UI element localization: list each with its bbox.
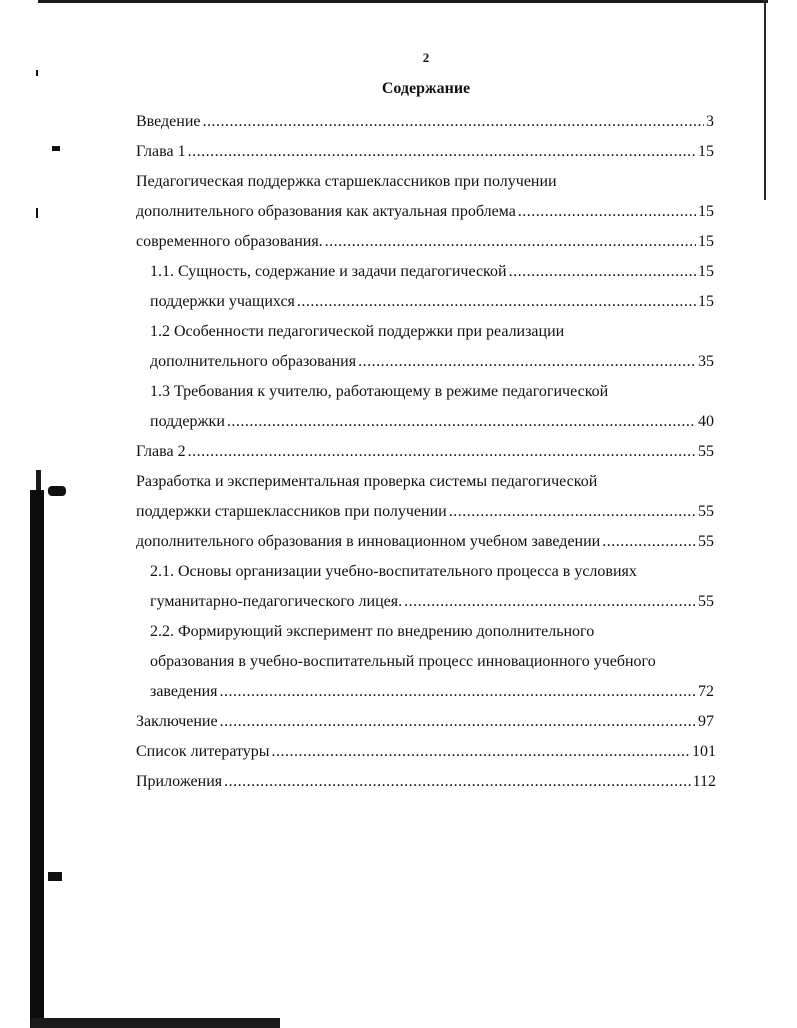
toc-entry[interactable] — [136, 770, 716, 794]
toc-entry-text: гуманитарно-педагогического лицея. — [150, 593, 403, 610]
toc-entry[interactable] — [150, 680, 714, 704]
toc-entry-page: 55 — [698, 503, 714, 520]
toc-entry[interactable] — [136, 500, 714, 524]
toc-entry-text: современного образования. — [136, 233, 323, 250]
toc-entry[interactable] — [136, 710, 714, 734]
toc-entry-text: поддержки старшеклассников при получении — [136, 503, 447, 520]
toc-entry[interactable] — [136, 440, 714, 464]
toc-entry-text: Приложения — [136, 773, 223, 790]
toc-leader — [203, 110, 705, 134]
toc-entry-text: Педагогическая поддержка старшеклассников при получении — [136, 173, 557, 190]
toc-entry-page: 40 — [698, 413, 714, 430]
toc-entry[interactable] — [136, 740, 716, 764]
scan-edge-top — [38, 0, 768, 3]
toc-entry-text: поддержки учащихся — [150, 293, 295, 310]
toc-leader — [227, 410, 696, 434]
toc-entry[interactable] — [150, 410, 714, 434]
toc-entry-page: 112 — [692, 773, 716, 790]
toc-entry-text: дополнительного образования как актуальная проблема — [136, 203, 516, 220]
scan-speck — [36, 208, 38, 218]
toc-entry-page: 55 — [698, 533, 714, 550]
toc-entry-page: 55 — [698, 443, 714, 460]
toc-entry-text: 1.2 Особенности педагогической поддержки при реализации — [150, 323, 565, 340]
toc-entry-text: Глава 2 — [136, 443, 186, 460]
toc-entry-page: 101 — [692, 743, 716, 760]
scan-edge-right — [764, 0, 766, 200]
toc-entry-page: 55 — [698, 593, 714, 610]
toc-entry[interactable] — [136, 110, 714, 134]
toc-entry-page: 15 — [698, 263, 714, 280]
toc-leader — [220, 710, 696, 734]
scan-speck — [48, 872, 62, 881]
toc-entry-text: поддержки — [150, 413, 225, 430]
toc-entry-text: дополнительного образования — [150, 353, 357, 370]
scan-speck — [48, 486, 66, 496]
toc-entry-text: Разработка и экспериментальная проверка системы педагогической — [136, 473, 598, 490]
toc-entry-page: 97 — [698, 713, 714, 730]
toc-entry-page: 15 — [698, 203, 714, 220]
toc-entry-text: Глава 1 — [136, 143, 186, 160]
toc-entry-text: образования в учебно-воспитательный процесс инновационного учебного — [150, 653, 656, 670]
scan-speck — [52, 146, 60, 151]
toc-title: Содержание — [381, 80, 471, 97]
toc-entry-page: 15 — [698, 143, 714, 160]
toc-entry-page: 35 — [698, 353, 714, 370]
toc-leader — [220, 680, 697, 704]
toc-entry-text: Список литературы — [136, 743, 270, 760]
toc-entry[interactable] — [136, 200, 714, 224]
toc-entry[interactable] — [136, 530, 714, 554]
toc-leader — [404, 590, 696, 614]
toc-entry-text: 1.3 Требования к учителю, работающему в режиме педагогической — [150, 383, 609, 400]
toc-leader — [272, 740, 690, 764]
toc-entry-page: 72 — [698, 683, 714, 700]
toc-entry-text: Введение — [136, 113, 201, 130]
toc-entry-text: 1.1. Сущность, содержание и задачи педагогической — [150, 263, 507, 280]
toc-leader — [358, 350, 696, 374]
toc-entry-page: 15 — [698, 293, 714, 310]
scan-speck — [36, 70, 38, 76]
toc-entry[interactable] — [150, 590, 714, 614]
toc-leader — [449, 500, 696, 524]
toc-leader — [224, 770, 690, 794]
toc-entry-text: 2.2. Формирующий эксперимент по внедрению дополнительного — [150, 623, 595, 640]
toc-entry[interactable] — [136, 230, 714, 254]
toc-entry-text: 2.1. Основы организации учебно-воспитательного процесса в условиях — [150, 563, 637, 580]
toc-entry[interactable] — [136, 140, 714, 164]
toc-leader — [188, 140, 696, 164]
toc-entry-text: Заключение — [136, 713, 218, 730]
toc-leader — [602, 530, 696, 554]
page-number: 2 — [422, 50, 430, 65]
toc-leader — [188, 440, 696, 464]
scan-edge-bottom — [30, 1018, 280, 1028]
toc-entry-page: 3 — [706, 113, 714, 130]
toc-entry[interactable] — [150, 260, 714, 284]
toc-leader — [509, 260, 696, 284]
scan-edge-left — [30, 490, 44, 1028]
toc-leader — [297, 290, 696, 314]
toc-entry-page: 15 — [698, 233, 714, 250]
toc-leader — [518, 200, 696, 224]
toc-entry-text: заведения — [150, 683, 218, 700]
toc-entry[interactable] — [150, 290, 714, 314]
toc-leader — [325, 230, 696, 254]
toc-entry-text: дополнительного образования в инновационном учебном заведении — [136, 533, 601, 550]
toc-entry[interactable] — [150, 350, 714, 374]
